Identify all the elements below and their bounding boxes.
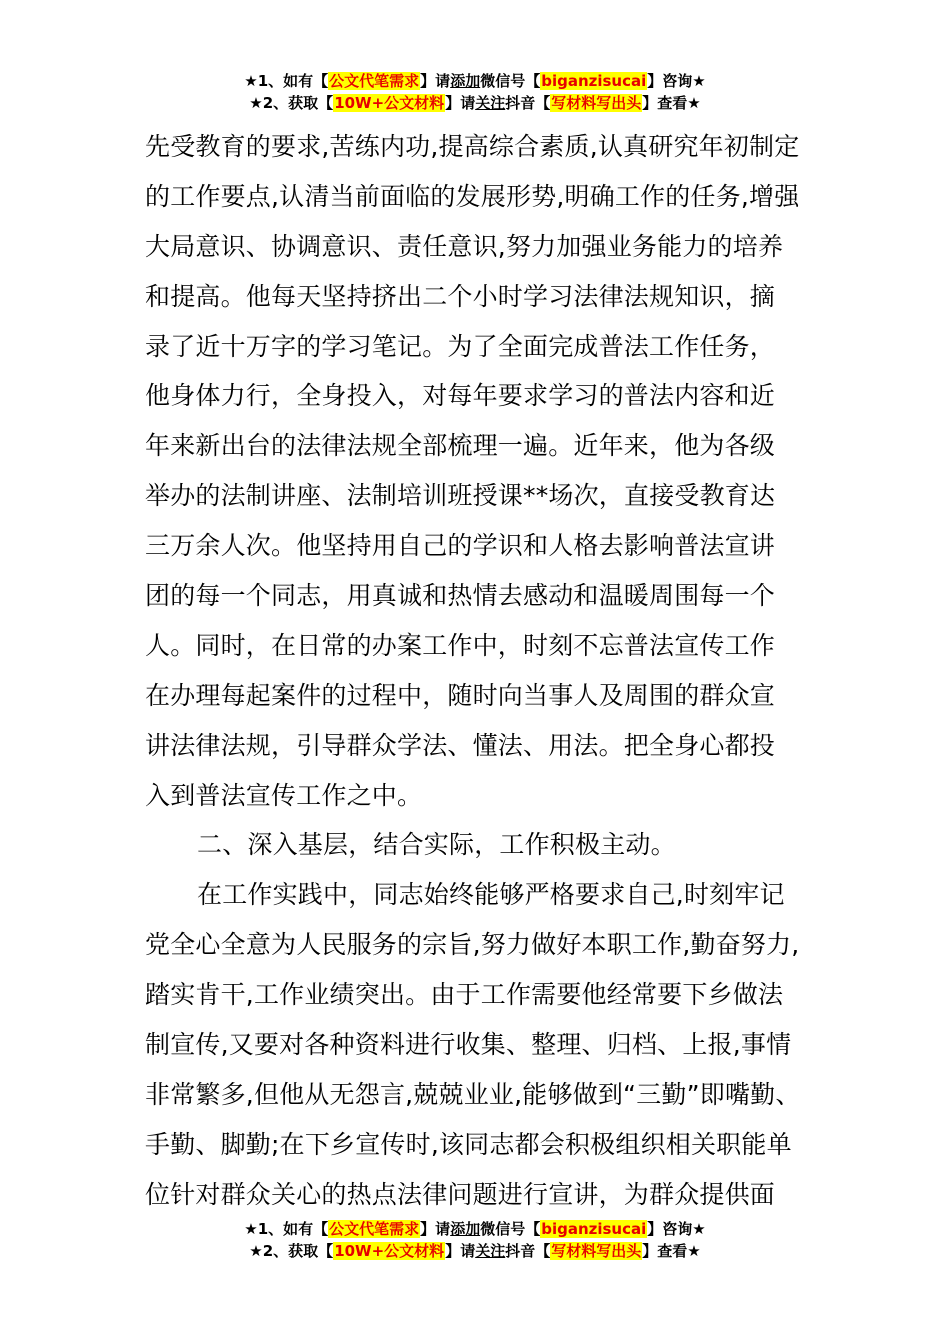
promo-line-1: ★1、如有【公文代笔需求】请添加微信号【biganzisucai】咨询★: [244, 1220, 706, 1238]
body-line: 大局意识、协调意识、责任意识,努力加强业务能力的培养: [145, 231, 784, 261]
highlight-douyin-id: 写材料写出头: [551, 94, 642, 112]
body-line: 和提高。他每天坚持挤出二个小时学习法律法规知识，摘: [145, 281, 776, 311]
highlight-douyin-id: 写材料写出头: [551, 1242, 642, 1260]
promo-line-2: ★2、获取【10W+公文材料】请关注抖音【写材料写出头】查看★: [249, 94, 701, 112]
promo-line-2: ★2、获取【10W+公文材料】请关注抖音【写材料写出头】查看★: [249, 1242, 701, 1260]
body-line: 手勤、脚勤;在下乡宣传时,该同志都会积极组织相关职能单: [145, 1129, 792, 1159]
highlight-materials: 10W+公文材料: [334, 94, 445, 112]
body-line: 制宣传,又要对各种资料进行收集、整理、归档、上报,事情: [145, 1030, 792, 1060]
promo-banner-top: [0, 70, 950, 114]
highlight-wechat-id: biganzisucai: [541, 1220, 647, 1238]
body-line: 他身体力行，全身投入，对每年要求学习的普法内容和近: [145, 381, 776, 411]
body-line: 讲法律法规，引导群众学法、懂法、用法。把全身心都投: [145, 730, 776, 760]
body-line: 三万余人次。他坚持用自己的学识和人格去影响普法宣讲: [145, 531, 776, 561]
highlight-service: 公文代笔需求: [329, 72, 420, 90]
promo-line-1: ★1、如有【公文代笔需求】请添加微信号【biganzisucai】咨询★: [244, 72, 706, 90]
body-line: 党全心全意为人民服务的宗旨,努力做好本职工作,勤奋努力,: [145, 930, 800, 960]
body-line: 录了近十万字的学习笔记。为了全面完成普法工作任务，: [145, 331, 776, 361]
body-line: 的工作要点,认清当前面临的发展形势,明确工作的任务,增强: [145, 181, 800, 211]
body-line: 在办理每起案件的过程中，随时向当事人及周围的群众宣: [145, 680, 776, 710]
body-line: 在工作实践中，同志始终能够严格要求自己,时刻牢记: [197, 880, 785, 910]
document-body: [145, 122, 825, 1220]
body-line: 先受教育的要求,苦练内功,提高综合素质,认真研究年初制定: [145, 132, 800, 161]
section-heading: 二、深入基层，结合实际，工作积极主动。: [197, 830, 676, 860]
body-line: 年来新出台的法律法规全部梳理一遍。近年来，他为各级: [145, 431, 776, 461]
highlight-materials: 10W+公文材料: [334, 1242, 445, 1260]
body-line: 入到普法宣传工作之中。: [145, 780, 423, 810]
body-line: 位针对群众关心的热点法律问题进行宣讲，为群众提供面: [145, 1179, 776, 1209]
body-line: 团的每一个同志，用真诚和热情去感动和温暖周围每一个: [145, 581, 776, 611]
body-line: 人。同时，在日常的办案工作中，时刻不忘普法宣传工作: [145, 630, 776, 660]
body-line: 举办的法制讲座、法制培训班授课**场次，直接受教育达: [145, 481, 776, 511]
highlight-service: 公文代笔需求: [329, 1220, 420, 1238]
body-line: 非常繁多,但他从无怨言,兢兢业业,能够做到“三勤”即嘴勤、: [145, 1079, 801, 1109]
promo-banner-bottom: [0, 1218, 950, 1262]
highlight-wechat-id: biganzisucai: [541, 72, 647, 90]
body-line: 踏实肯干,工作业绩突出。由于工作需要他经常要下乡做法: [145, 980, 784, 1010]
